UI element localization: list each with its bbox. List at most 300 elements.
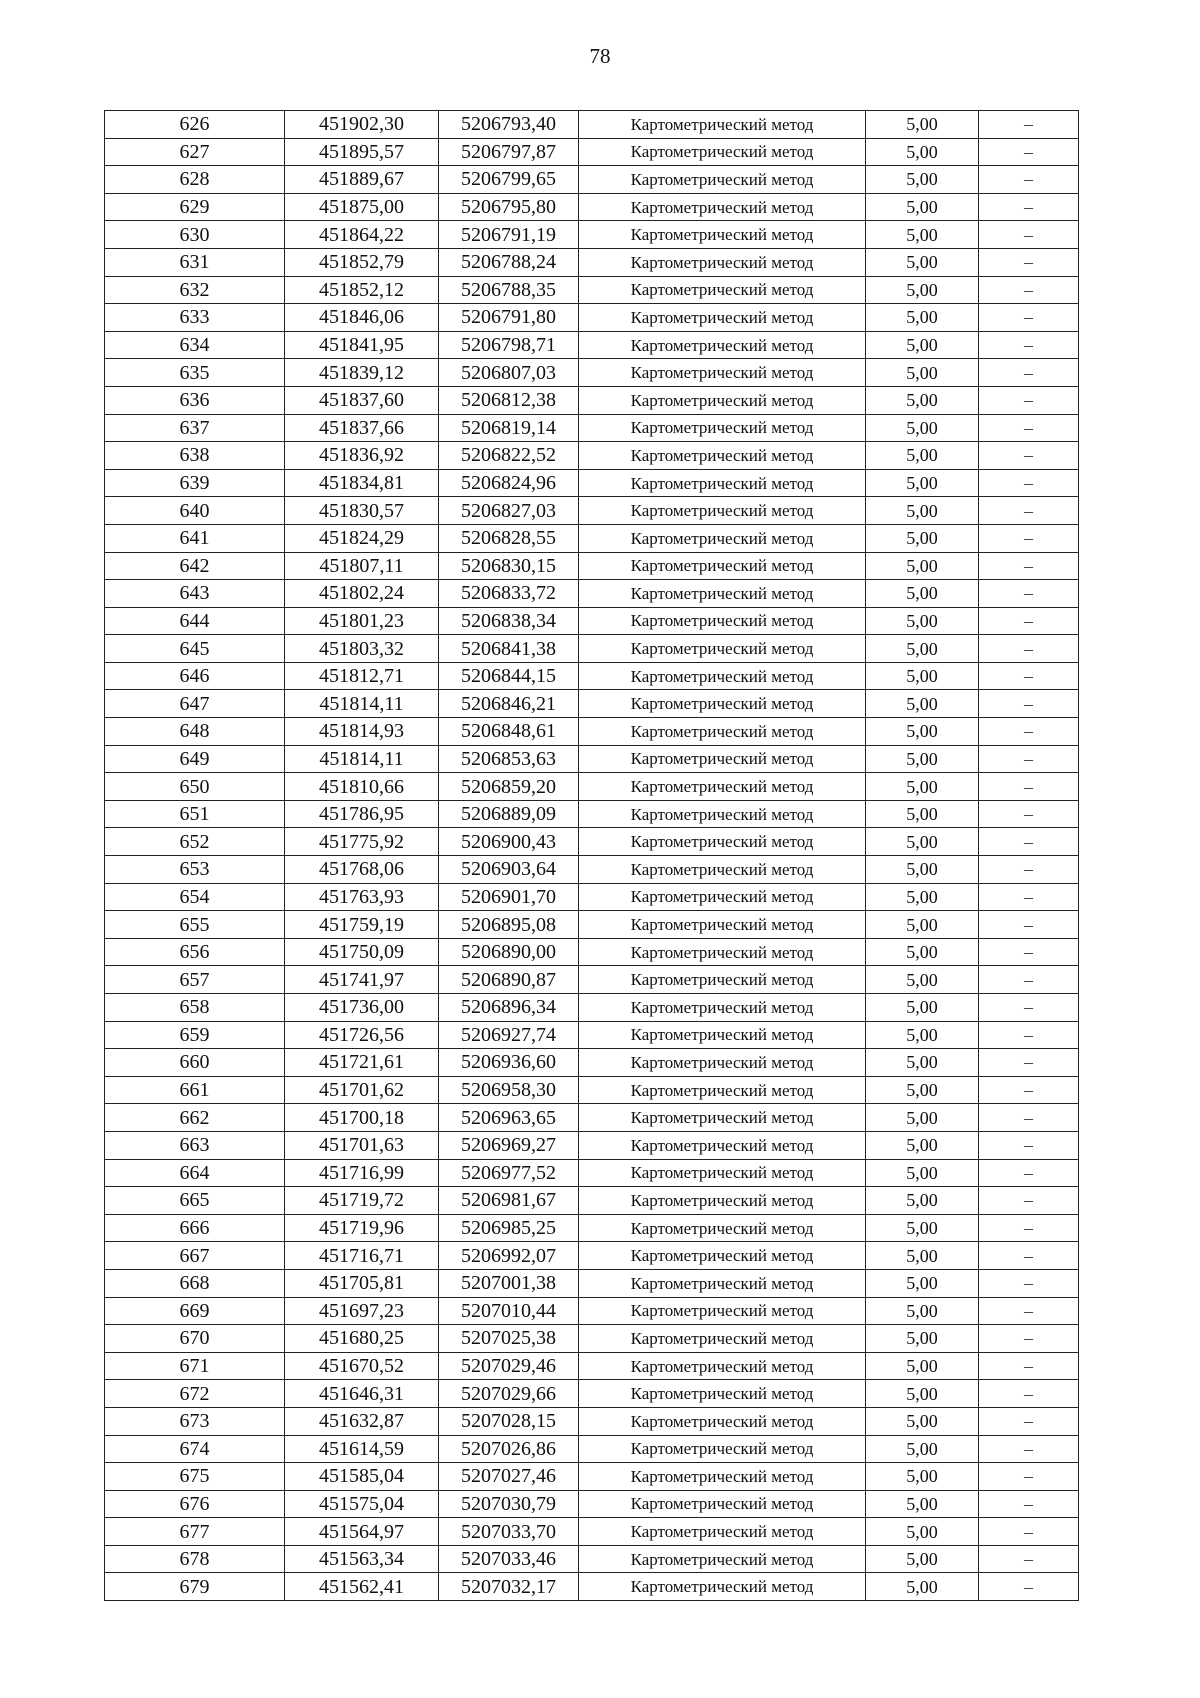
x-coordinate-cell: 451902,30 [285, 111, 439, 139]
table-row [105, 1490, 1079, 1518]
description-cell: – [979, 1076, 1079, 1104]
y-coordinate-cell: 5206985,25 [439, 1214, 579, 1242]
accuracy-cell: 5,00 [866, 166, 979, 194]
x-coordinate-cell: 451750,09 [285, 938, 439, 966]
accuracy-cell: 5,00 [866, 718, 979, 746]
method-cell: Картометрический метод [579, 1187, 866, 1215]
table-row [105, 856, 1079, 884]
table-row [105, 1131, 1079, 1159]
y-coordinate-cell: 5207033,46 [439, 1545, 579, 1573]
x-coordinate-cell: 451716,99 [285, 1159, 439, 1187]
table-row [105, 193, 1079, 221]
accuracy-cell: 5,00 [866, 138, 979, 166]
table-row [105, 166, 1079, 194]
x-coordinate-cell: 451562,41 [285, 1573, 439, 1601]
table-row [105, 138, 1079, 166]
coordinates-table [104, 110, 1079, 1601]
description-cell: – [979, 1518, 1079, 1546]
accuracy-cell: 5,00 [866, 1021, 979, 1049]
table-row [105, 662, 1079, 690]
description-cell: – [979, 1463, 1079, 1491]
method-cell: Картометрический метод [579, 718, 866, 746]
table-row [105, 1269, 1079, 1297]
accuracy-cell: 5,00 [866, 359, 979, 387]
accuracy-cell: 5,00 [866, 524, 979, 552]
accuracy-cell: 5,00 [866, 1269, 979, 1297]
table-row [105, 248, 1079, 276]
accuracy-cell: 5,00 [866, 193, 979, 221]
point-number-cell: 627 [105, 138, 285, 166]
accuracy-cell: 5,00 [866, 938, 979, 966]
table-row [105, 828, 1079, 856]
x-coordinate-cell: 451700,18 [285, 1104, 439, 1132]
point-number-cell: 643 [105, 580, 285, 608]
method-cell: Картометрический метод [579, 1380, 866, 1408]
table-row [105, 883, 1079, 911]
method-cell: Картометрический метод [579, 1297, 866, 1325]
table-row [105, 1242, 1079, 1270]
table-row [105, 442, 1079, 470]
x-coordinate-cell: 451768,06 [285, 856, 439, 884]
x-coordinate-cell: 451701,63 [285, 1131, 439, 1159]
point-number-cell: 668 [105, 1269, 285, 1297]
description-cell: – [979, 1325, 1079, 1353]
y-coordinate-cell: 5206793,40 [439, 111, 579, 139]
method-cell: Картометрический метод [579, 1269, 866, 1297]
y-coordinate-cell: 5207027,46 [439, 1463, 579, 1491]
table-row [105, 994, 1079, 1022]
accuracy-cell: 5,00 [866, 1187, 979, 1215]
table-row [105, 580, 1079, 608]
table-row [105, 1407, 1079, 1435]
accuracy-cell: 5,00 [866, 414, 979, 442]
point-number-cell: 653 [105, 856, 285, 884]
x-coordinate-cell: 451575,04 [285, 1490, 439, 1518]
table-row [105, 1076, 1079, 1104]
method-cell: Картометрический метод [579, 1131, 866, 1159]
x-coordinate-cell: 451564,97 [285, 1518, 439, 1546]
x-coordinate-cell: 451824,29 [285, 524, 439, 552]
x-coordinate-cell: 451836,92 [285, 442, 439, 470]
point-number-cell: 669 [105, 1297, 285, 1325]
x-coordinate-cell: 451719,96 [285, 1214, 439, 1242]
accuracy-cell: 5,00 [866, 966, 979, 994]
x-coordinate-cell: 451670,52 [285, 1352, 439, 1380]
y-coordinate-cell: 5206846,21 [439, 690, 579, 718]
method-cell: Картометрический метод [579, 1159, 866, 1187]
method-cell: Картометрический метод [579, 994, 866, 1022]
accuracy-cell: 5,00 [866, 111, 979, 139]
y-coordinate-cell: 5206844,15 [439, 662, 579, 690]
x-coordinate-cell: 451807,11 [285, 552, 439, 580]
table-row [105, 966, 1079, 994]
accuracy-cell: 5,00 [866, 1076, 979, 1104]
description-cell: – [979, 1131, 1079, 1159]
method-cell: Картометрический метод [579, 800, 866, 828]
description-cell: – [979, 580, 1079, 608]
y-coordinate-cell: 5207029,66 [439, 1380, 579, 1408]
method-cell: Картометрический метод [579, 248, 866, 276]
table-row [105, 635, 1079, 663]
y-coordinate-cell: 5206903,64 [439, 856, 579, 884]
point-number-cell: 628 [105, 166, 285, 194]
y-coordinate-cell: 5207028,15 [439, 1407, 579, 1435]
method-cell: Картометрический метод [579, 1242, 866, 1270]
y-coordinate-cell: 5207010,44 [439, 1297, 579, 1325]
y-coordinate-cell: 5206824,96 [439, 469, 579, 497]
x-coordinate-cell: 451726,56 [285, 1021, 439, 1049]
table-row [105, 469, 1079, 497]
method-cell: Картометрический метод [579, 966, 866, 994]
y-coordinate-cell: 5207025,38 [439, 1325, 579, 1353]
point-number-cell: 631 [105, 248, 285, 276]
accuracy-cell: 5,00 [866, 1214, 979, 1242]
method-cell: Картометрический метод [579, 276, 866, 304]
y-coordinate-cell: 5206830,15 [439, 552, 579, 580]
y-coordinate-cell: 5207029,46 [439, 1352, 579, 1380]
table-row [105, 773, 1079, 801]
method-cell: Картометрический метод [579, 883, 866, 911]
method-cell: Картометрический метод [579, 856, 866, 884]
method-cell: Картометрический метод [579, 414, 866, 442]
table-row [105, 1545, 1079, 1573]
x-coordinate-cell: 451834,81 [285, 469, 439, 497]
accuracy-cell: 5,00 [866, 1518, 979, 1546]
y-coordinate-cell: 5206798,71 [439, 331, 579, 359]
x-coordinate-cell: 451697,23 [285, 1297, 439, 1325]
method-cell: Картометрический метод [579, 111, 866, 139]
x-coordinate-cell: 451802,24 [285, 580, 439, 608]
table-row [105, 607, 1079, 635]
x-coordinate-cell: 451775,92 [285, 828, 439, 856]
accuracy-cell: 5,00 [866, 304, 979, 332]
point-number-cell: 648 [105, 718, 285, 746]
table-row [105, 111, 1079, 139]
description-cell: – [979, 138, 1079, 166]
description-cell: – [979, 635, 1079, 663]
accuracy-cell: 5,00 [866, 248, 979, 276]
x-coordinate-cell: 451852,12 [285, 276, 439, 304]
accuracy-cell: 5,00 [866, 773, 979, 801]
point-number-cell: 666 [105, 1214, 285, 1242]
point-number-cell: 658 [105, 994, 285, 1022]
y-coordinate-cell: 5206841,38 [439, 635, 579, 663]
accuracy-cell: 5,00 [866, 276, 979, 304]
x-coordinate-cell: 451801,23 [285, 607, 439, 635]
y-coordinate-cell: 5206827,03 [439, 497, 579, 525]
method-cell: Картометрический метод [579, 193, 866, 221]
point-number-cell: 663 [105, 1131, 285, 1159]
accuracy-cell: 5,00 [866, 580, 979, 608]
point-number-cell: 640 [105, 497, 285, 525]
y-coordinate-cell: 5206797,87 [439, 138, 579, 166]
x-coordinate-cell: 451810,66 [285, 773, 439, 801]
accuracy-cell: 5,00 [866, 1297, 979, 1325]
x-coordinate-cell: 451716,71 [285, 1242, 439, 1270]
x-coordinate-cell: 451741,97 [285, 966, 439, 994]
method-cell: Картометрический метод [579, 221, 866, 249]
accuracy-cell: 5,00 [866, 331, 979, 359]
accuracy-cell: 5,00 [866, 552, 979, 580]
x-coordinate-cell: 451852,79 [285, 248, 439, 276]
x-coordinate-cell: 451721,61 [285, 1049, 439, 1077]
point-number-cell: 675 [105, 1463, 285, 1491]
method-cell: Картометрический метод [579, 635, 866, 663]
point-number-cell: 626 [105, 111, 285, 139]
description-cell: – [979, 856, 1079, 884]
method-cell: Картометрический метод [579, 331, 866, 359]
y-coordinate-cell: 5206853,63 [439, 745, 579, 773]
y-coordinate-cell: 5207001,38 [439, 1269, 579, 1297]
description-cell: – [979, 1242, 1079, 1270]
x-coordinate-cell: 451632,87 [285, 1407, 439, 1435]
description-cell: – [979, 331, 1079, 359]
table-row [105, 1518, 1079, 1546]
y-coordinate-cell: 5207033,70 [439, 1518, 579, 1546]
x-coordinate-cell: 451719,72 [285, 1187, 439, 1215]
table-row [105, 718, 1079, 746]
table-row [105, 1021, 1079, 1049]
point-number-cell: 674 [105, 1435, 285, 1463]
point-number-cell: 670 [105, 1325, 285, 1353]
y-coordinate-cell: 5206812,38 [439, 386, 579, 414]
description-cell: – [979, 166, 1079, 194]
method-cell: Картометрический метод [579, 662, 866, 690]
description-cell: – [979, 966, 1079, 994]
method-cell: Картометрический метод [579, 1076, 866, 1104]
y-coordinate-cell: 5206981,67 [439, 1187, 579, 1215]
table-row [105, 276, 1079, 304]
description-cell: – [979, 386, 1079, 414]
method-cell: Картометрический метод [579, 1435, 866, 1463]
accuracy-cell: 5,00 [866, 1325, 979, 1353]
accuracy-cell: 5,00 [866, 497, 979, 525]
table-row [105, 1049, 1079, 1077]
x-coordinate-cell: 451763,93 [285, 883, 439, 911]
description-cell: – [979, 524, 1079, 552]
description-cell: – [979, 690, 1079, 718]
method-cell: Картометрический метод [579, 1104, 866, 1132]
accuracy-cell: 5,00 [866, 745, 979, 773]
table-row [105, 221, 1079, 249]
method-cell: Картометрический метод [579, 1049, 866, 1077]
method-cell: Картометрический метод [579, 773, 866, 801]
accuracy-cell: 5,00 [866, 1380, 979, 1408]
x-coordinate-cell: 451839,12 [285, 359, 439, 387]
method-cell: Картометрический метод [579, 1021, 866, 1049]
point-number-cell: 677 [105, 1518, 285, 1546]
x-coordinate-cell: 451864,22 [285, 221, 439, 249]
description-cell: – [979, 745, 1079, 773]
y-coordinate-cell: 5206788,24 [439, 248, 579, 276]
method-cell: Картометрический метод [579, 690, 866, 718]
point-number-cell: 632 [105, 276, 285, 304]
y-coordinate-cell: 5206859,20 [439, 773, 579, 801]
point-number-cell: 650 [105, 773, 285, 801]
y-coordinate-cell: 5206828,55 [439, 524, 579, 552]
y-coordinate-cell: 5206901,70 [439, 883, 579, 911]
point-number-cell: 656 [105, 938, 285, 966]
point-number-cell: 646 [105, 662, 285, 690]
table-row [105, 386, 1079, 414]
accuracy-cell: 5,00 [866, 662, 979, 690]
accuracy-cell: 5,00 [866, 386, 979, 414]
point-number-cell: 657 [105, 966, 285, 994]
description-cell: – [979, 1021, 1079, 1049]
point-number-cell: 642 [105, 552, 285, 580]
point-number-cell: 630 [105, 221, 285, 249]
description-cell: – [979, 1269, 1079, 1297]
y-coordinate-cell: 5206795,80 [439, 193, 579, 221]
y-coordinate-cell: 5206958,30 [439, 1076, 579, 1104]
accuracy-cell: 5,00 [866, 911, 979, 939]
accuracy-cell: 5,00 [866, 221, 979, 249]
description-cell: – [979, 1049, 1079, 1077]
point-number-cell: 647 [105, 690, 285, 718]
y-coordinate-cell: 5207026,86 [439, 1435, 579, 1463]
accuracy-cell: 5,00 [866, 442, 979, 470]
point-number-cell: 645 [105, 635, 285, 663]
y-coordinate-cell: 5206927,74 [439, 1021, 579, 1049]
x-coordinate-cell: 451846,06 [285, 304, 439, 332]
table-row [105, 331, 1079, 359]
y-coordinate-cell: 5206992,07 [439, 1242, 579, 1270]
description-cell: – [979, 1490, 1079, 1518]
description-cell: – [979, 469, 1079, 497]
method-cell: Картометрический метод [579, 138, 866, 166]
y-coordinate-cell: 5206791,80 [439, 304, 579, 332]
accuracy-cell: 5,00 [866, 1049, 979, 1077]
x-coordinate-cell: 451837,60 [285, 386, 439, 414]
x-coordinate-cell: 451585,04 [285, 1463, 439, 1491]
x-coordinate-cell: 451759,19 [285, 911, 439, 939]
table-row [105, 1187, 1079, 1215]
method-cell: Картометрический метод [579, 1490, 866, 1518]
table-row [105, 800, 1079, 828]
description-cell: – [979, 773, 1079, 801]
point-number-cell: 651 [105, 800, 285, 828]
method-cell: Картометрический метод [579, 359, 866, 387]
y-coordinate-cell: 5206890,87 [439, 966, 579, 994]
accuracy-cell: 5,00 [866, 1463, 979, 1491]
description-cell: – [979, 662, 1079, 690]
method-cell: Картометрический метод [579, 386, 866, 414]
x-coordinate-cell: 451705,81 [285, 1269, 439, 1297]
description-cell: – [979, 607, 1079, 635]
point-number-cell: 636 [105, 386, 285, 414]
table-row [105, 911, 1079, 939]
point-number-cell: 671 [105, 1352, 285, 1380]
description-cell: – [979, 552, 1079, 580]
accuracy-cell: 5,00 [866, 469, 979, 497]
method-cell: Картометрический метод [579, 607, 866, 635]
x-coordinate-cell: 451875,00 [285, 193, 439, 221]
point-number-cell: 634 [105, 331, 285, 359]
point-number-cell: 635 [105, 359, 285, 387]
x-coordinate-cell: 451736,00 [285, 994, 439, 1022]
method-cell: Картометрический метод [579, 497, 866, 525]
accuracy-cell: 5,00 [866, 1352, 979, 1380]
point-number-cell: 661 [105, 1076, 285, 1104]
table-row [105, 745, 1079, 773]
description-cell: – [979, 221, 1079, 249]
y-coordinate-cell: 5206807,03 [439, 359, 579, 387]
description-cell: – [979, 883, 1079, 911]
point-number-cell: 659 [105, 1021, 285, 1049]
y-coordinate-cell: 5206848,61 [439, 718, 579, 746]
description-cell: – [979, 276, 1079, 304]
x-coordinate-cell: 451830,57 [285, 497, 439, 525]
method-cell: Картометрический метод [579, 1325, 866, 1353]
method-cell: Картометрический метод [579, 469, 866, 497]
point-number-cell: 667 [105, 1242, 285, 1270]
y-coordinate-cell: 5206822,52 [439, 442, 579, 470]
accuracy-cell: 5,00 [866, 1407, 979, 1435]
description-cell: – [979, 193, 1079, 221]
table-row [105, 1573, 1079, 1601]
y-coordinate-cell: 5206788,35 [439, 276, 579, 304]
table-row [105, 1214, 1079, 1242]
description-cell: – [979, 800, 1079, 828]
table-row [105, 1297, 1079, 1325]
description-cell: – [979, 718, 1079, 746]
x-coordinate-cell: 451614,59 [285, 1435, 439, 1463]
table-row [105, 1435, 1079, 1463]
y-coordinate-cell: 5206896,34 [439, 994, 579, 1022]
y-coordinate-cell: 5206833,72 [439, 580, 579, 608]
coordinates-table-body [105, 111, 1079, 1601]
point-number-cell: 629 [105, 193, 285, 221]
y-coordinate-cell: 5206936,60 [439, 1049, 579, 1077]
table-row [105, 1463, 1079, 1491]
x-coordinate-cell: 451814,93 [285, 718, 439, 746]
point-number-cell: 649 [105, 745, 285, 773]
method-cell: Картометрический метод [579, 745, 866, 773]
point-number-cell: 637 [105, 414, 285, 442]
accuracy-cell: 5,00 [866, 1573, 979, 1601]
page-number: 78 [589, 44, 611, 68]
y-coordinate-cell: 5206799,65 [439, 166, 579, 194]
method-cell: Картометрический метод [579, 442, 866, 470]
x-coordinate-cell: 451786,95 [285, 800, 439, 828]
y-coordinate-cell: 5207032,17 [439, 1573, 579, 1601]
y-coordinate-cell: 5206963,65 [439, 1104, 579, 1132]
table-row [105, 552, 1079, 580]
point-number-cell: 633 [105, 304, 285, 332]
description-cell: – [979, 248, 1079, 276]
point-number-cell: 664 [105, 1159, 285, 1187]
point-number-cell: 638 [105, 442, 285, 470]
description-cell: – [979, 1435, 1079, 1463]
point-number-cell: 679 [105, 1573, 285, 1601]
method-cell: Картометрический метод [579, 166, 866, 194]
y-coordinate-cell: 5206889,09 [439, 800, 579, 828]
accuracy-cell: 5,00 [866, 1131, 979, 1159]
method-cell: Картометрический метод [579, 524, 866, 552]
method-cell: Картометрический метод [579, 580, 866, 608]
accuracy-cell: 5,00 [866, 635, 979, 663]
accuracy-cell: 5,00 [866, 800, 979, 828]
table-row [105, 690, 1079, 718]
y-coordinate-cell: 5207030,79 [439, 1490, 579, 1518]
method-cell: Картометрический метод [579, 911, 866, 939]
table-row [105, 304, 1079, 332]
description-cell: – [979, 1214, 1079, 1242]
accuracy-cell: 5,00 [866, 883, 979, 911]
description-cell: – [979, 414, 1079, 442]
table-row [105, 359, 1079, 387]
accuracy-cell: 5,00 [866, 1159, 979, 1187]
